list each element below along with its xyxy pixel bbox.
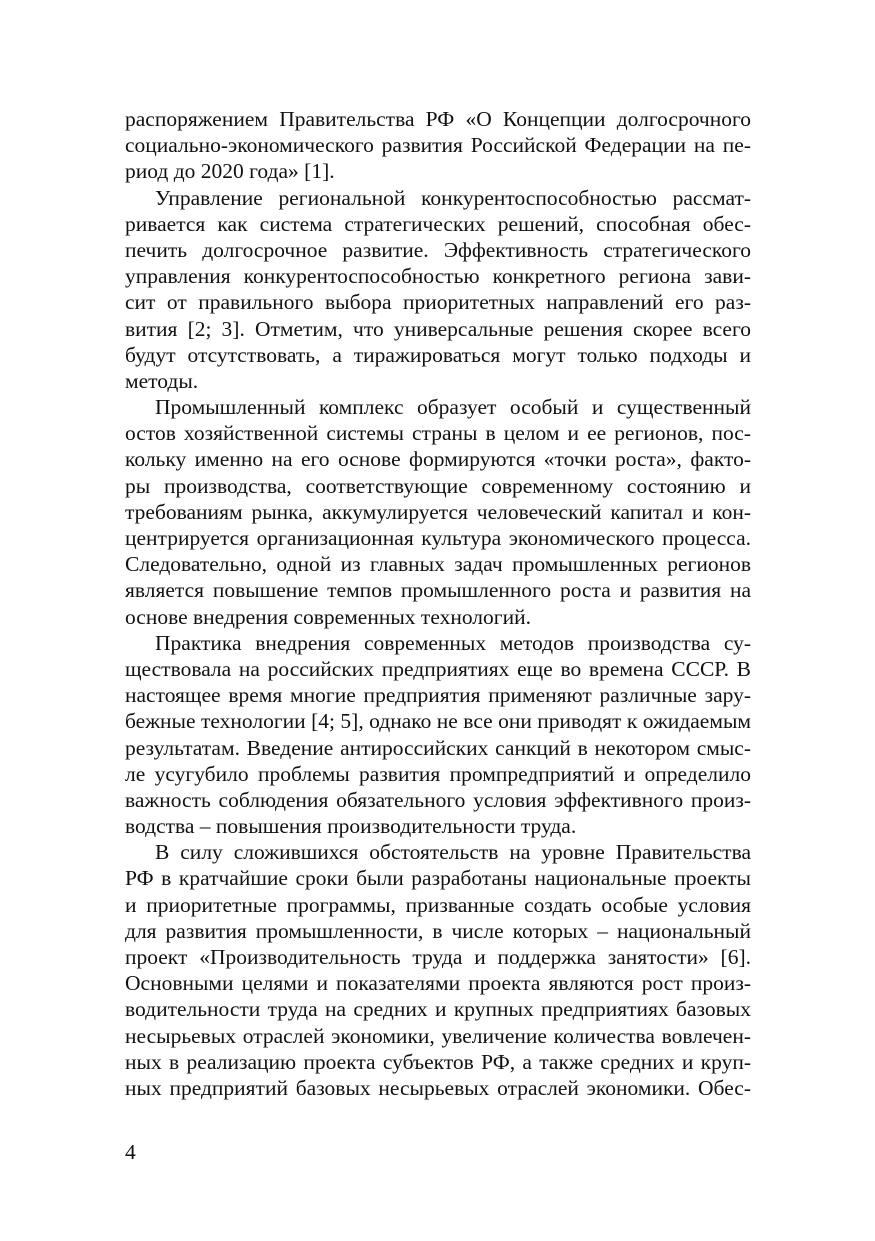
text-line: сит от правильного выбора приоритетных направлений его раз-	[125, 290, 751, 315]
text-line: печить долгосрочное развитие. Эффективность стратегического	[125, 237, 751, 262]
text-line: и приоритетные программы, призванные создать особые условия	[125, 892, 751, 917]
text-line: основе внедрения современных технологий.	[125, 604, 531, 629]
text-line: социально-экономического развития Российской Федерации на пе-	[125, 133, 751, 158]
paragraph-2	[125, 185, 751, 395]
text-line: Практика внедрения современных методов производства су-	[155, 630, 751, 655]
text-line: управления конкурентоспособностью конкретного региона зави-	[125, 264, 751, 289]
text-line: будут отсутствовать, а тиражироваться могут только подходы и	[125, 342, 751, 367]
text-line: Промышленный комплекс образует особый и существенный	[155, 395, 751, 420]
text-line: Управление региональной конкурентоспособностью рассмат-	[155, 185, 751, 210]
text-line: остов хозяйственной системы страны в целом и ее регионов, пос-	[125, 421, 751, 446]
text-line: является повышение темпов промышленного роста и развития на	[125, 578, 751, 603]
text-line: распоряжением Правительства РФ «О Концепции долгосрочного	[125, 107, 751, 131]
text-line: ривается как система стратегических решений, способная обес-	[125, 211, 751, 236]
text-line: риод до 2020 года» [1].	[125, 159, 335, 184]
body-text	[125, 106, 751, 1101]
text-line: несырьевых отраслей экономики, увеличение количества вовлечен-	[125, 1023, 751, 1048]
text-line: водства – повышения производительности труда.	[125, 814, 577, 839]
page-number: 4	[125, 1140, 136, 1164]
text-line: кольку именно на его основе формируются «точки роста», факто-	[125, 447, 751, 472]
text-line: методы.	[125, 368, 199, 393]
paragraph-3	[125, 394, 751, 630]
text-line: результатам. Введение антироссийских санкций в некотором смыс-	[125, 735, 751, 760]
text-line: центрируется организационная культура экономического процесса.	[125, 526, 751, 550]
text-line: проект «Производительность труда и поддержка занятости» [6].	[125, 945, 751, 969]
text-line: вития [2; 3]. Отметим, что универсальные решения скорее всего	[125, 316, 751, 341]
text-line: ры производства, соответствующие современному состоянию и	[125, 473, 751, 498]
text-line: РФ в кратчайшие сроки были разработаны национальные проекты	[125, 866, 751, 891]
text-line: настоящее время многие предприятия применяют различные зару-	[125, 683, 751, 708]
text-line: важность соблюдения обязательного условия эффективного произ-	[125, 787, 751, 812]
paragraph-4	[125, 630, 751, 840]
text-line: В силу сложившихся обстоятельств на уровне Правительства	[155, 840, 751, 865]
text-line: ных предприятий базовых несырьевых отраслей экономики. Обес-	[125, 1075, 751, 1100]
text-line: требованиям рынка, аккумулируется человеческий капитал и кон-	[125, 499, 751, 524]
text-line: ле усугубило проблемы развития промпредприятий и определило	[125, 761, 751, 786]
text-line: Основными целями и показателями проекта являются рост произ-	[125, 971, 751, 996]
text-line: водительности труда на средних и крупных предприятиях базовых	[125, 997, 751, 1022]
paragraph-5	[125, 839, 751, 1101]
paragraph-1	[125, 106, 751, 185]
text-line: бежные технологии [4; 5], однако не все они приводят к ожидаемым	[125, 709, 751, 734]
text-line: Следовательно, одной из главных задач промышленных регионов	[125, 552, 751, 577]
text-line: ных в реализацию проекта субъектов РФ, а также средних и круп-	[125, 1049, 751, 1074]
text-line: ществовала на российских предприятиях еще во времена СССР. В	[125, 656, 751, 681]
text-line: для развития промышленности, в числе которых – национальный	[125, 918, 751, 943]
